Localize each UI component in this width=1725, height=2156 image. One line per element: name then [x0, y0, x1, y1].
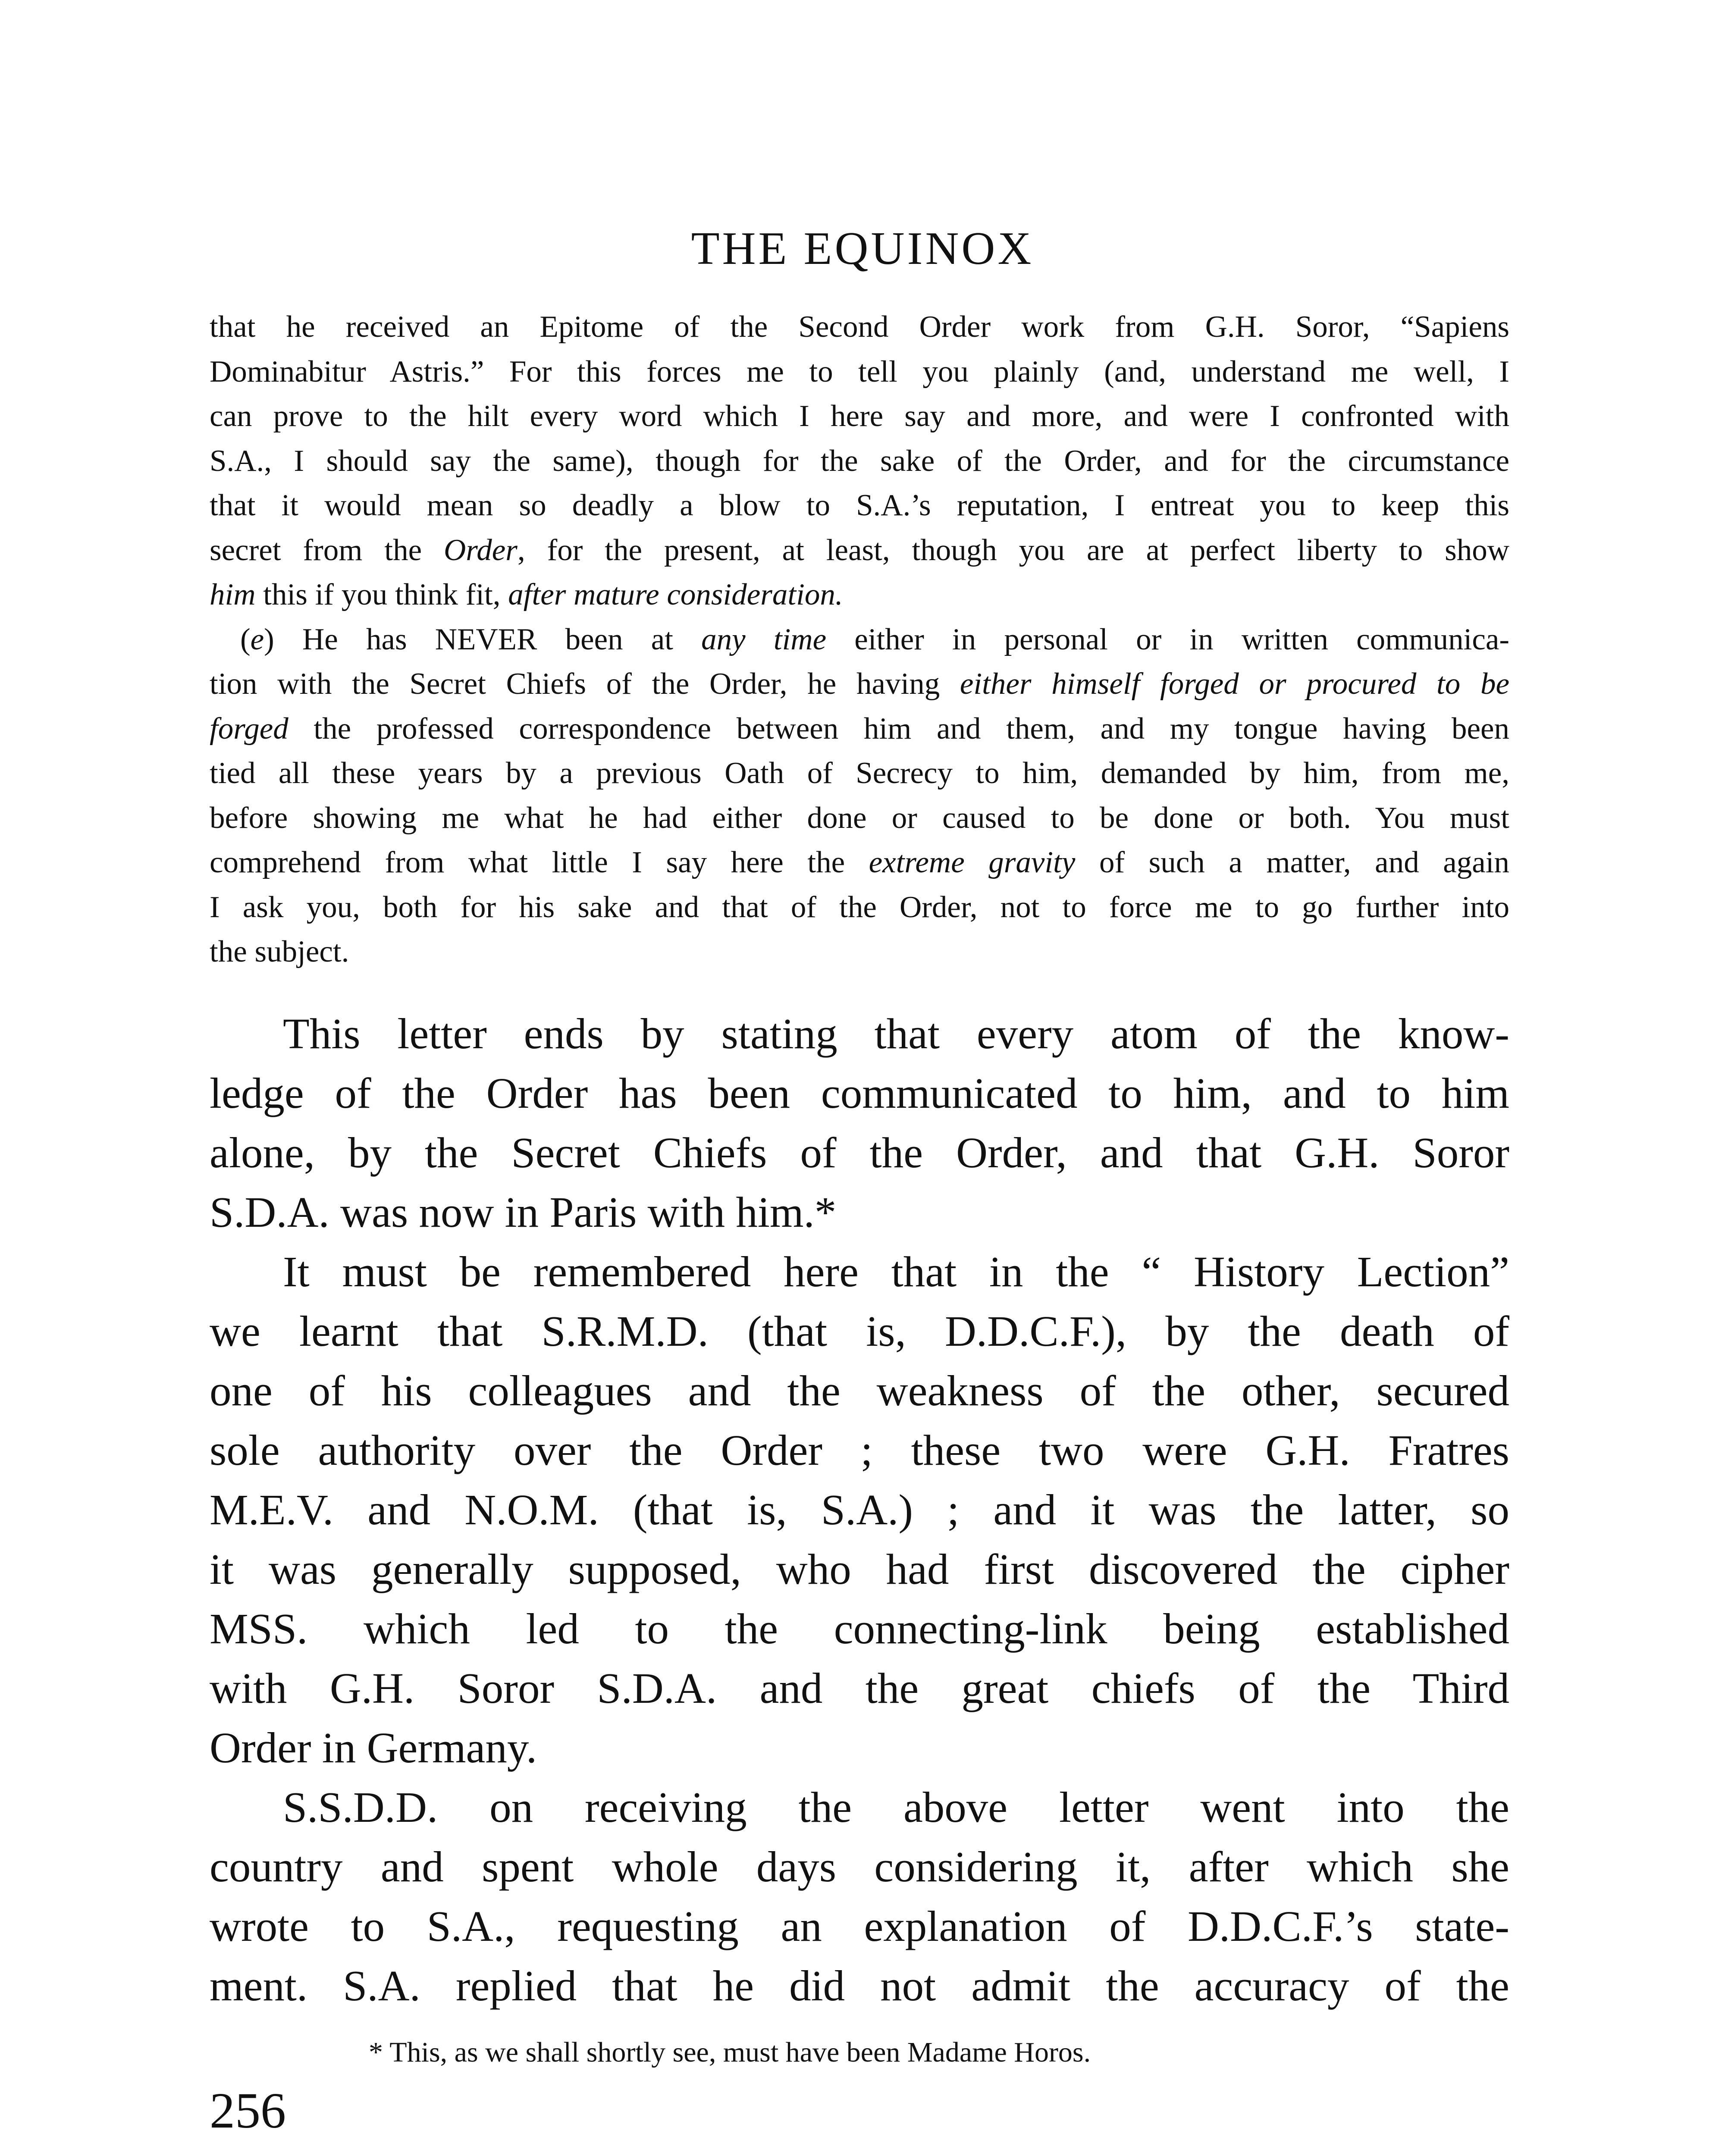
- text-run: This letter ends by stating that every atom of the know-: [283, 1009, 1509, 1058]
- italic-text: either himself forged or procured to be: [960, 667, 1509, 701]
- text-line: [210, 796, 1509, 841]
- text-run: with G.H. Soror S.D.A. and the great chiefs of the Third: [210, 1664, 1509, 1712]
- text-line: [210, 1123, 1509, 1182]
- text-line: [210, 1242, 1509, 1301]
- text-line: [210, 573, 1509, 617]
- text-run: ) He has NEVER been at: [264, 622, 702, 656]
- text-run: I ask you, both for his sake and that of the Order, not to force me to go further into: [210, 890, 1509, 924]
- text-run: Dominabitur Astris.” For this forces me to tell you plainly (and, understand me well, I: [210, 354, 1509, 389]
- text-run: one of his colleagues and the weakness of the other, secured: [210, 1366, 1509, 1415]
- text-run: sole authority over the Order ; these two were G.H. Fratres: [210, 1426, 1509, 1474]
- text-line: [210, 483, 1509, 528]
- text-line: [210, 840, 1509, 885]
- text-run: that he received an Epitome of the Second Order work from G.H. Soror, “Sapiens: [210, 310, 1509, 344]
- text-run: ledge of the Order has been communicated to him, and to him: [210, 1069, 1509, 1117]
- text-line: [210, 305, 1509, 350]
- text-run: S.D.A. was now in Paris with him.*: [210, 1188, 837, 1236]
- text-run: M.E.V. and N.O.M. (that is, S.A.) ; and it was the latter, so: [210, 1485, 1509, 1534]
- text-run: tion with the Secret Chiefs of the Order, he having: [210, 667, 960, 701]
- text-line: [210, 1599, 1509, 1658]
- text-line: [210, 1837, 1509, 1896]
- text-line: [210, 1063, 1509, 1123]
- text-run: the professed correspondence between him and them, and my tongue having been: [288, 711, 1509, 746]
- text-run: MSS. which led to the connecting-link being established: [210, 1604, 1509, 1653]
- text-line: [210, 1480, 1509, 1539]
- text-run: the subject.: [210, 935, 349, 968]
- text-run: (: [210, 622, 251, 656]
- text-line: [210, 1956, 1509, 2015]
- italic-text: him: [210, 578, 256, 611]
- text-line: [210, 1004, 1509, 1063]
- italic-text: forged: [210, 711, 289, 746]
- text-line: [210, 885, 1509, 930]
- text-run: it was generally supposed, who had first discovered the cipher: [210, 1545, 1509, 1593]
- text-run: country and spent whole days considering it, after which she: [210, 1843, 1509, 1891]
- text-run: we learnt that S.R.M.D. (that is, D.D.C.F.), by the death of: [210, 1307, 1509, 1355]
- italic-text: Order: [444, 533, 518, 567]
- text-run: that it would mean so deadly a blow to S.A.’s reputation, I entreat you to keep this: [210, 489, 1509, 522]
- text-run: It must be remembered here that in the “ History Lection”: [283, 1247, 1509, 1296]
- text-line: [210, 1182, 1509, 1242]
- text-run: ment. S.A. replied that he did not admit the accuracy of the: [210, 1962, 1509, 2010]
- text-line: [210, 528, 1509, 573]
- text-run: alone, by the Secret Chiefs of the Order, and that G.H. Soror: [210, 1128, 1509, 1177]
- text-run: wrote to S.A., requesting an explanation of D.D.C.F.’s state-: [210, 1902, 1509, 1950]
- text-run: of such a matter, and again: [1075, 846, 1509, 879]
- text-line: [210, 350, 1509, 395]
- page-number: 256: [210, 2082, 286, 2139]
- italic-text: after mature consideration.: [508, 578, 843, 611]
- text-line: [210, 394, 1509, 439]
- text-line: [210, 662, 1509, 707]
- text-line: [210, 1301, 1509, 1361]
- running-head-title: THE EQUINOX: [691, 223, 1034, 274]
- text-line: [210, 439, 1509, 484]
- text-line: [210, 1718, 1509, 1777]
- italic-text: e: [250, 622, 264, 656]
- text-run: S.A., I should say the same), though for the sake of the Order, and for the circumstance: [210, 444, 1509, 478]
- text-line: [210, 1539, 1509, 1599]
- text-run: either in personal or in written communica-: [826, 622, 1509, 656]
- text-line: [210, 751, 1509, 796]
- text-line: [210, 1777, 1509, 1837]
- text-run: before showing me what he had either done or caused to be done or both. You must: [210, 801, 1509, 835]
- text-run: this if you think fit,: [255, 578, 508, 611]
- text-line: [210, 1420, 1509, 1480]
- text-run: tied all these years by a previous Oath of Secrecy to him, demanded by him, from me,: [210, 756, 1509, 790]
- text-run: S.S.D.D. on receiving the above letter went into the: [283, 1783, 1509, 1831]
- text-run: secret from the: [210, 533, 444, 567]
- text-run: Order in Germany.: [210, 1724, 537, 1772]
- text-run: can prove to the hilt every word which I here say and more, and were I confronted with: [210, 399, 1509, 433]
- text-line: [210, 707, 1509, 752]
- text-line: [210, 930, 1509, 975]
- italic-text: extreme gravity: [869, 846, 1076, 879]
- text-line: [210, 617, 1509, 662]
- text-line: [210, 1896, 1509, 1956]
- text-line: [210, 1658, 1509, 1718]
- italic-text: any time: [701, 622, 827, 656]
- quoted-letter-block: [210, 305, 1509, 975]
- text-line: [210, 1361, 1509, 1420]
- text-run: comprehend from what little I say here the: [210, 846, 869, 879]
- footnote: * This, as we shall shortly see, must have been Madame Horos.: [369, 2037, 1091, 2068]
- body-text: [210, 1004, 1509, 2015]
- text-run: , for the present, at least, though you are at perfect liberty to show: [517, 533, 1509, 567]
